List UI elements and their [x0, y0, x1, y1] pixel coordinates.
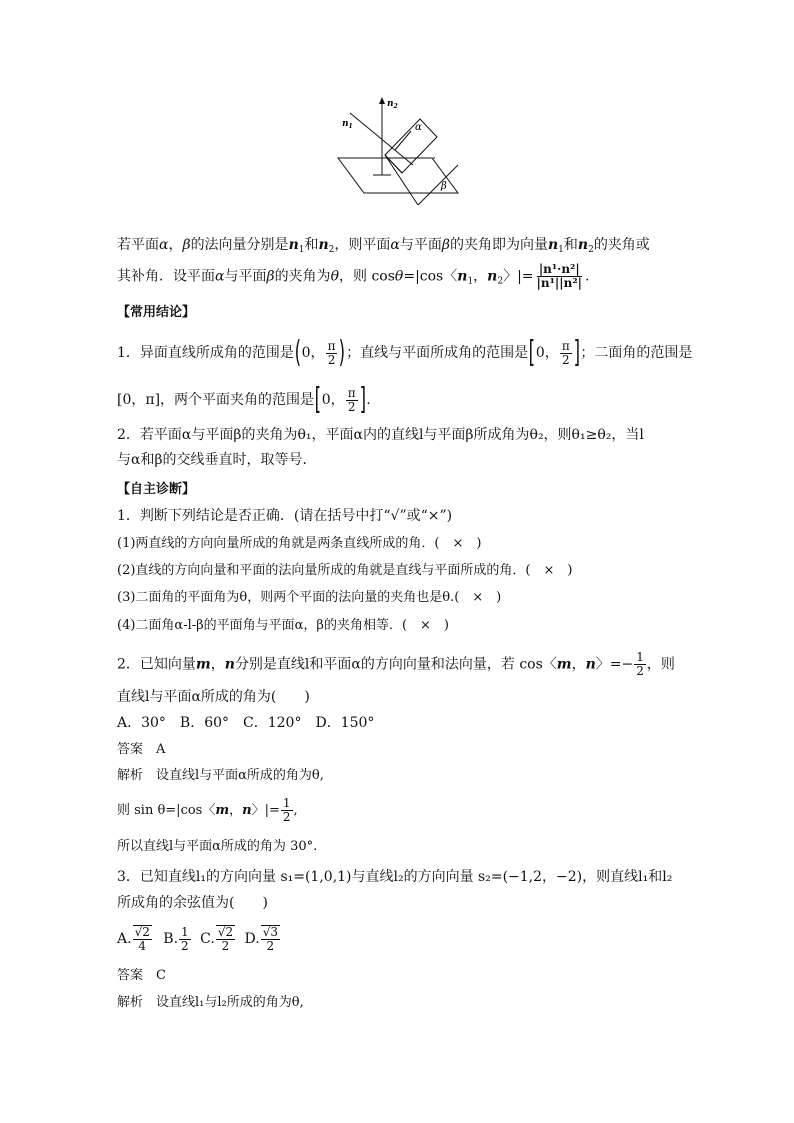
planes-figure: [325, 95, 475, 205]
intro-line-1: 若平面α，β的法向量分别是$n_1$和$n_2$，则平面α与平面β的夹角即为向量$n_1$和$n_2$的夹角或: [117, 237, 650, 255]
label-alpha: α: [415, 122, 422, 133]
plane-alpha: [385, 119, 437, 173]
heading-diagnosis: 【自主诊断】: [117, 482, 196, 497]
q3-analysis: 解析 设直线l₁与l₂所成的角为θ,: [117, 995, 304, 1010]
conclusion-item-1-cont: [0，π]，两个平面夹角的范围是[0， $\frac{\pi}{2}$ ].: [117, 382, 371, 417]
q1-title: 1．判断下列结论是否正确．(请在括号中打“√”或“×”): [117, 508, 453, 524]
q2-answer: 答案 A: [117, 742, 166, 757]
conclusion-item-2: 2．若平面α与平面β的夹角为θ₁，平面α内的直线l与平面β所成角为θ₂，则θ₁≥θ₂，当l: [117, 427, 644, 443]
conclusion-item-2-cont: 与α和β的交线垂直时，取等号．: [117, 452, 317, 468]
intro-line-2: 其补角．设平面α与平面β的夹角为θ，则 cosθ=|cos〈$n_1$，$n_2$〉|= $\frac{\text{|n¹·n²|}}{\text{|n¹||n²|}}$ .: [117, 262, 590, 290]
cos-fraction: $\frac{\text{|n¹·n²|}}{\text{|n¹||n²|}}$: [536, 262, 582, 290]
q1-item-2: (2)直线的方向向量和平面的法向量所成的角就是直线与平面所成的角．( × ): [117, 563, 573, 578]
label-beta: β: [441, 181, 447, 192]
q3-line-2: 所成角的余弦值为( ): [117, 895, 268, 911]
heading-conclusions: 【常用结论】: [117, 305, 196, 320]
q2-line-2: 直线l与平面α所成的角为( ): [117, 689, 310, 705]
conclusion-item-1: 1．异面直线所成角的范围是(0， $\frac{\pi}{2}$ )；直线与平面所成角的范围是[0， $\frac{\pi}{2}$ ]；二面角的范围是: [117, 335, 693, 370]
q2-analysis-2: 则 sin θ=|cos〈m，n〉|= $\frac{1}{2}$ ,: [117, 796, 298, 824]
q1-item-1: (1)两直线的方向向量所成的角就是两条直线所成的角．( × ): [117, 536, 482, 551]
q2-analysis-3: 所以直线l与平面α所成的角为 30°.: [117, 839, 318, 854]
q1-item-3: (3)二面角的平面角为θ，则两个平面的法向量的夹角也是θ.( × ): [117, 590, 502, 605]
q1-item-4: (4)二面角α-l-β的平面角与平面α，β的夹角相等．( × ): [117, 618, 449, 633]
q3-options: A. $\frac{√2}{4}$ B. $\frac{1}{2}$ C. $\frac{√2}{2}$ D. $\frac{√3}{2}$: [117, 924, 279, 953]
q2-options: A．30° B．60° C．120° D．150°: [117, 715, 375, 731]
q2-analysis-1: 解析 设直线l与平面α所成的角为θ,: [117, 768, 324, 783]
q3-line-1: 3．已知直线l₁的方向向量 s₁=(1,0,1)与直线l₂的方向向量 s₂=(−1,2，−2)，则直线l₁和l₂: [117, 869, 673, 885]
label-n2: $n_2$: [387, 99, 398, 110]
q2-line-1: 2．已知向量m，n分别是直线l和平面α的方向向量和法向量，若 cos〈m，n〉=− $\frac{1}{2}$ ，则: [117, 650, 675, 678]
label-n1: $n_1$: [342, 119, 353, 130]
q3-answer: 答案 C: [117, 968, 166, 983]
